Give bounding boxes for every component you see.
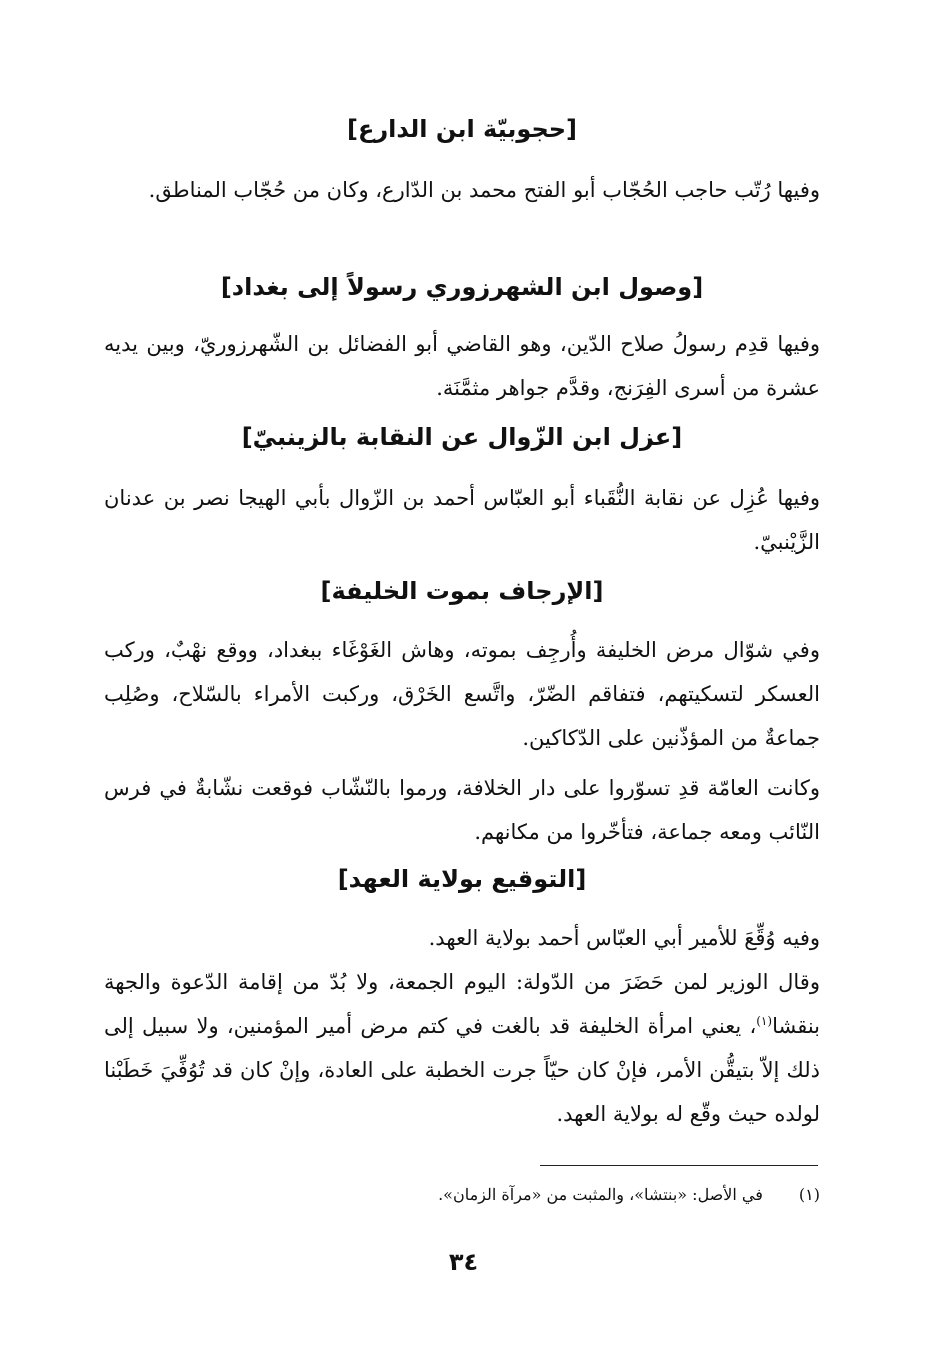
paragraph: وفيها عُزِل عن نقابة النُّقَباء أبو العبّاس أحمد بن الزّوال بأبي الهيجا نصر بن عدنان الزَّيْنبيّ. — [104, 486, 820, 554]
section-heading: [التوقيع بولاية العهد] — [337, 865, 587, 893]
section-body — [104, 628, 820, 760]
footnote-divider — [540, 1165, 818, 1166]
page-number: ٣٤ — [448, 1248, 479, 1276]
paragraph: وفيها رُتّب حاجب الحُجّاب أبو الفتح محمد بن الدّارع، وكان من حُجّاب المناطق. — [148, 178, 820, 202]
section-body — [104, 766, 820, 854]
paragraph-text: وقال الوزير لمن حَضَرَ من الدّولة: اليوم الجمعة، ولا بُدّ من إقامة الدّعوة والجهة بنقشا — [104, 970, 820, 1038]
footnote-text: في الأصل: «بنتشا»، والمثبت من «مرآة الزمان». — [438, 1185, 763, 1204]
paragraph-text: ، يعني امرأة الخليفة قد بالغت في كتم مرض أمير المؤمنين، ولا سبيل إلى ذلك إلاّ بتيقُّن الأمر، فإنْ كان حيّاً جرت الخطبة على العادة، وإنْ كان قد تُوُفِّيَ خَطَبْنا لولده حيث وقّع له بولاية العهد. — [104, 1014, 820, 1126]
paragraph — [104, 960, 820, 1136]
footnote — [104, 1180, 820, 1210]
section-body — [104, 322, 820, 410]
section-body — [104, 916, 820, 1136]
paragraph: وفيها قدِم رسولُ صلاح الدّين، وهو القاضي أبو الفضائل بن الشّهرزوريّ، وبين يديه عشرة من أسرى الفِرَنج، وقدَّم جواهر مثمَّنَة. — [104, 332, 820, 400]
section-heading: [حجوبيّة ابن الدارع] — [346, 115, 578, 143]
paragraph: وفي شوّال مرض الخليفة وأُرجِف بموته، وهاش الغَوْغَاء ببغداد، ووقع نهْبٌ، وركب العسكر لتسكيتهم، فتفاقم الضّرّ، واتَّسع الخَرْق، وركبت الأمراء بالسّلاح، وصُلِب جماعةٌ من المؤذّنين على الدّكاكين. — [104, 638, 820, 750]
section-body — [104, 168, 820, 212]
section-heading: [الإرجاف بموت الخليفة] — [320, 577, 604, 605]
footnote-reference: (١) — [756, 1014, 773, 1028]
section-heading: [عزل ابن الزّوال عن النقابة بالزينبيّ] — [241, 423, 683, 451]
footnote-number: (١) — [798, 1185, 820, 1204]
section-body — [104, 476, 820, 564]
paragraph: وفيه وُقِّعَ للأمير أبي العبّاس أحمد بولاية العهد. — [428, 926, 820, 950]
section-heading: [وصول ابن الشهرزوري رسولاً إلى بغداد] — [220, 273, 704, 301]
paragraph: وكانت العامّة قدِ تسوّروا على دار الخلافة، ورموا بالنّشّاب فوقعت نشّابةٌ في فرس النّائب ومعه جماعة، فتأخّروا من مكانهم. — [104, 776, 820, 844]
